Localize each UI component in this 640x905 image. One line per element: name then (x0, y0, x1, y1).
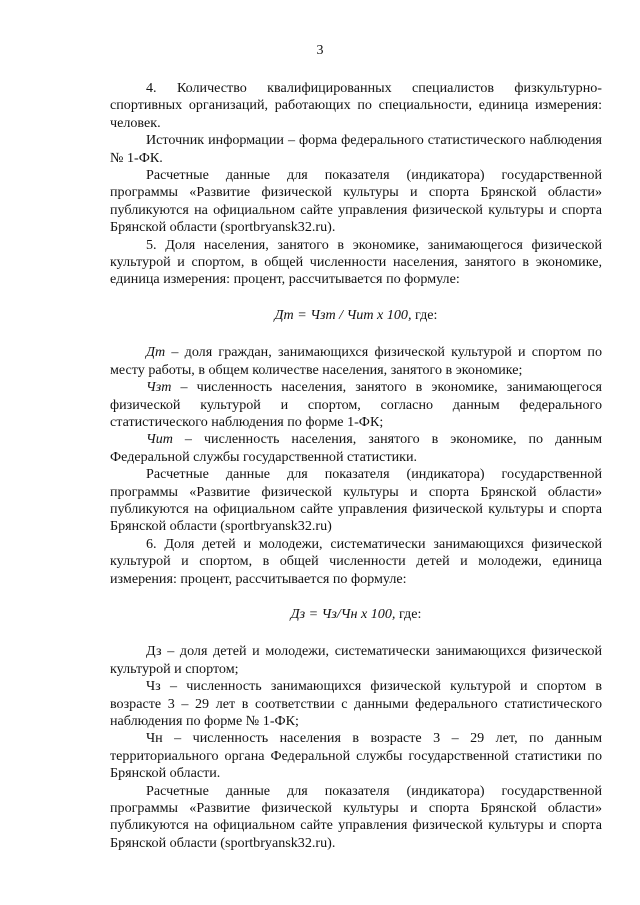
page-number: 3 (316, 43, 324, 58)
definition-chzt-term: Чзт (146, 379, 172, 396)
definition-chit (110, 431, 602, 466)
definition-dt-text: – доля граждан, занимающихся физической культурой и спортом по месту работы, в общем количестве населения, занятого в экономике; (110, 344, 602, 378)
formula-6-expression: Дз = Чз/Чн х 100, (290, 605, 396, 622)
indicator-6-paragraph: 6. Доля детей и молодежи, систематически занимающихся физической культурой и спортом, в общей численности детей и молодежи, единица измерения: процент, рассчитывается по формуле: (110, 535, 602, 587)
document-body (110, 80, 602, 852)
indicator-5-publication: Расчетные данные для показателя (индикатора) государственной программы «Развитие физической культуры и спорта Брянской области» публикуются на официальном сайте управления физической культуры и спорта Брянской области (sportbryansk32.ru) (110, 466, 602, 535)
indicator-4-source: Источник информации – форма федерального статистического наблюдения № 1-ФК. (110, 132, 602, 166)
formula-6 (110, 606, 602, 623)
definition-dt-term: Дт (146, 344, 166, 361)
formula-5 (110, 307, 602, 324)
definition-chzt-text: – численность населения, занятого в экономике, занимающегося физической культурой и спортом, согласно данным федерального статистического наблюдения по форме 1-ФК; (110, 379, 602, 430)
indicator-6-publication: Расчетные данные для показателя (индикатора) государственной программы «Развитие физической культуры и спорта Брянской области» публикуются на официальном сайте управления физической культуры и спорта Брянской области (sportbryansk32.ru). (110, 782, 602, 851)
indicator-5-paragraph: 5. Доля населения, занятого в экономике, занимающегося физической культурой и спортом, в общей численности населения, занятого в экономике, единица измерения: процент, рассчитывается по формуле: (110, 236, 602, 288)
formula-5-where: где: (411, 306, 438, 323)
definition-dt (110, 344, 602, 379)
definition-chz: Чз – численность занимающихся физической культурой и спортом в возрасте 3 – 29 лет в соответствии с данными федерального статистического наблюдения по форме № 1-ФК; (110, 678, 602, 729)
indicator-4-paragraph: 4. Количество квалифицированных специалистов физкультурно-спортивных организаций, работающих по специальности, единица измерения: человек. (110, 80, 602, 131)
formula-5-expression: Дт = Чзт / Чит х 100, (274, 306, 412, 323)
definition-chn: Чн – численность населения в возрасте 3 – 29 лет, по данным территориального органа Федеральной службы государственной статистики по Брянской области. (110, 730, 602, 782)
indicator-4-publication: Расчетные данные для показателя (индикатора) государственной программы «Развитие физической культуры и спорта Брянской области» публикуются на официальном сайте управления физической культуры и спорта Брянской области (sportbryansk32.ru). (110, 167, 602, 236)
definition-dz: Дз – доля детей и молодежи, систематически занимающихся физической культурой и спортом; (110, 643, 602, 677)
definition-chit-term: Чит (146, 431, 173, 448)
definition-chzt (110, 379, 602, 431)
formula-6-where: где: (395, 605, 422, 622)
definition-chit-text: – численность населения, занятого в экономике, по данным Федеральной службы государственной статистики. (110, 431, 602, 465)
